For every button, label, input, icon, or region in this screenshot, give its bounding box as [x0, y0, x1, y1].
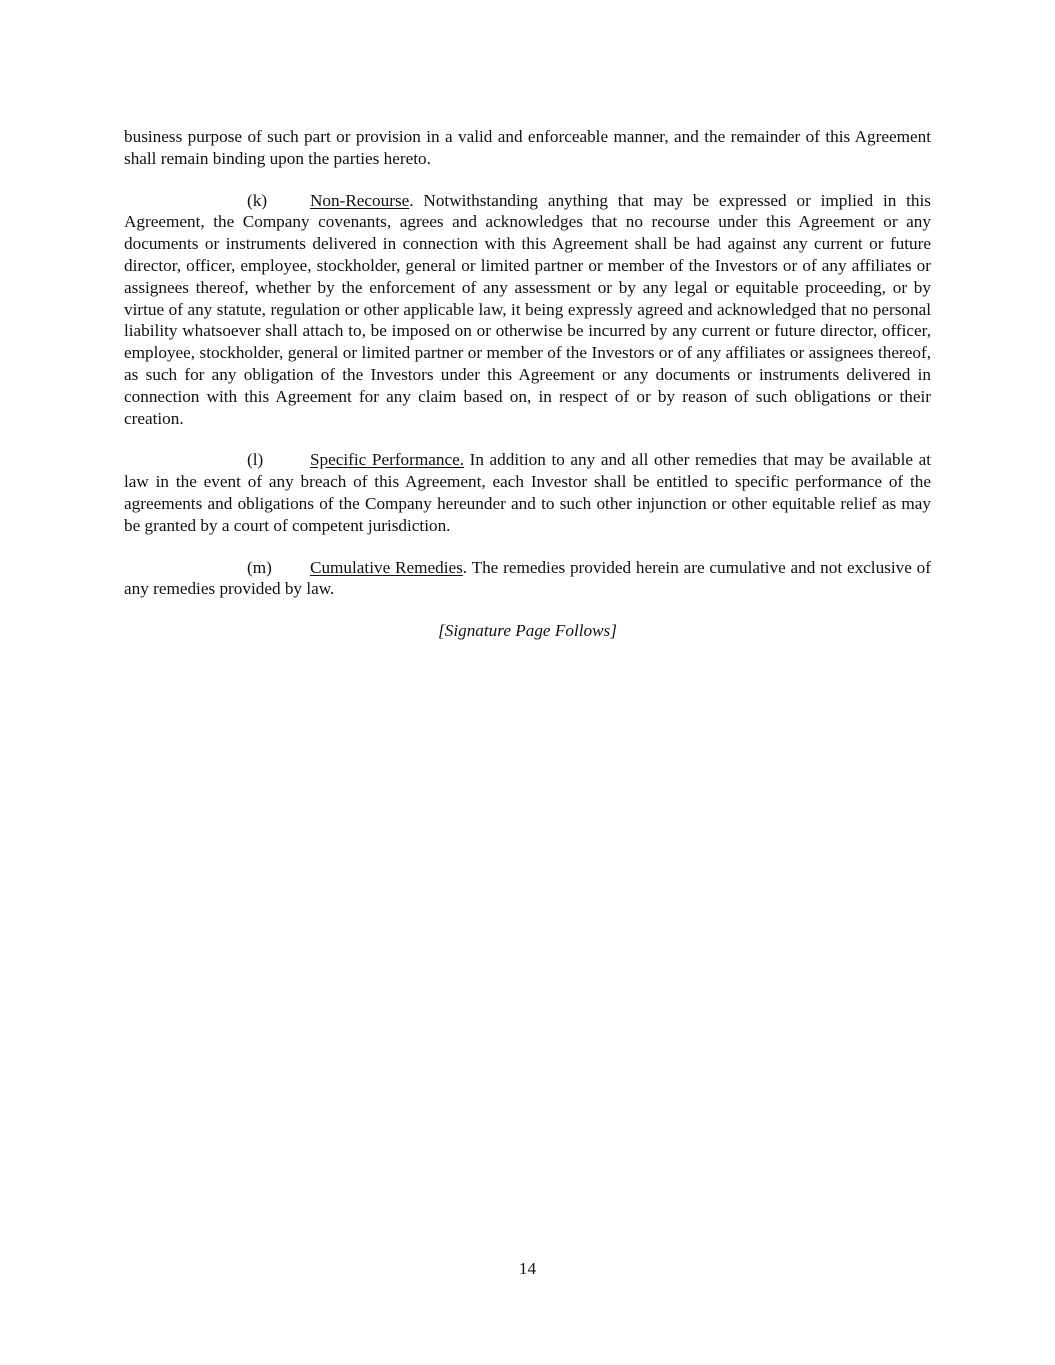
section-body: In addition to any and all other remedies that may be available at law in the event of any breach of this Agreement, each Investor shall be entitled to specific performance of the agreements and obligations of the Company hereunder and to such other injunction or other equitable relief as may be granted by a court of competent jurisdiction.	[124, 450, 931, 535]
section-heading: Specific Performance.	[310, 450, 465, 470]
section-k-non-recourse	[124, 190, 931, 430]
section-heading-suffix: .	[409, 190, 414, 210]
section-body: Notwithstanding anything that may be expressed or implied in this Agreement, the Company covenants, agrees and acknowledges that no recourse under this Agreement or any documents or instruments delivered in connection with this Agreement shall be had against any current or future director, officer, employee, stockholder, general or limited partner or member of the Investors or of any affiliates or assignees thereof, whether by the enforcement of any assessment or by any legal or equitable proceeding, or by virtue of any statute, regulation or other applicable law, it being expressly agreed and acknowledged that no personal liability whatsoever shall attach to, be imposed on or otherwise be incurred by any current or future director, officer, employee, stockholder, general or limited partner or member of the Investors or of any affiliates or assignees thereof, as such for any obligation of the Investors under this Agreement or any documents or instruments delivered in connection with this Agreement for any claim based on, in respect of or by reason of such obligations or their creation.	[124, 190, 931, 428]
section-l-specific-performance	[124, 449, 931, 536]
continuation-paragraph: business purpose of such part or provision in a valid and enforceable manner, and the remainder of this Agreement shall remain binding upon the parties hereto.	[124, 127, 931, 168]
section-heading: Non-Recourse	[310, 190, 410, 210]
section-marker: (k)	[247, 190, 268, 210]
section-body: The remedies provided herein are cumulative and not exclusive of any remedies provided by law.	[124, 557, 931, 599]
section-marker: (m)	[247, 557, 272, 577]
section-heading-suffix: .	[462, 557, 468, 577]
section-m-cumulative-remedies	[124, 557, 931, 601]
page-number: 14	[518, 1259, 537, 1278]
section-heading: Cumulative Remedies	[310, 557, 463, 577]
section-marker: (l)	[247, 450, 264, 470]
signature-page-note: [Signature Page Follows]	[438, 621, 617, 641]
document-page	[124, 126, 931, 642]
